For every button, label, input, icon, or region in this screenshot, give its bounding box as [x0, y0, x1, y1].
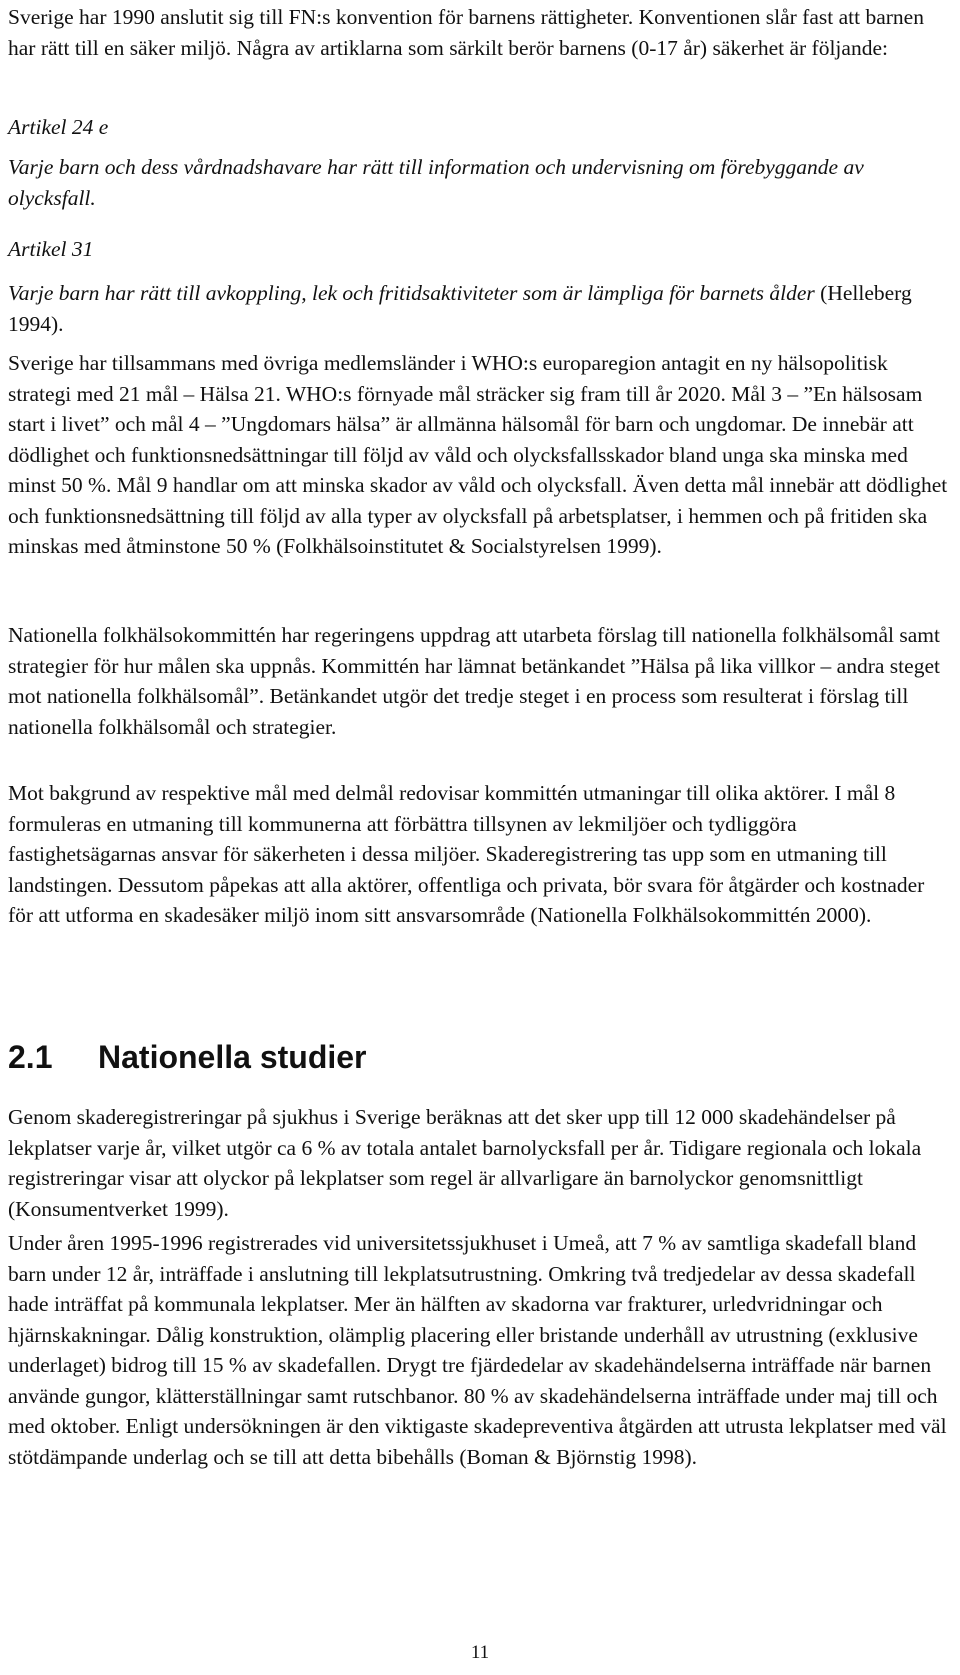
paragraph-intro: Sverige har 1990 anslutit sig till FN:s konvention för barnens rättigheter. Konventionen slår fast att barnen har rätt till en säker miljö. Några av artiklarna som särkilt berör barnens (0-17 år) säkerhet är följande: [8, 5, 924, 60]
page-number: 11 [470, 1642, 490, 1663]
paragraph-who: Sverige har tillsammans med övriga medlemsländer i WHO:s europaregion antagit en ny hälsopolitisk strategi med 21 mål – Hälsa 21. WHO:s förnyade mål sträcker sig fram till år 2020. Mål 3 – ”En hälsosam start i livet” och mål 4 – ”Ungdomars hälsa” är allmänna hälsomål för barn och ungdomar. De innebär att dödlighet och funktionsnedsättningar till följd av våld och olycksfallsskador bland unga ska minska med minst 50 %. Mål 9 handlar om att minska skador av våld och olycksfall. Även detta mål innebär att dödlighet och funktionsnedsättning till följd av alla typer av olycksfall på arbetsplatser, i hemmen och på fritiden ska minskas med åtminstone 50 % (Folkhälsoinstitutet & Socialstyrelsen 1999). [8, 351, 948, 558]
article-body-text: Varje barn och dess vårdnadshavare har rätt till information och undervisning om förebyggande av olycksfall. [8, 155, 864, 210]
article-title: Artikel 31 [8, 237, 94, 261]
paragraph-background: Mot bakgrund av respektive mål med delmål redovisar kommittén utmaningar till olika aktörer. I mål 8 formuleras en utmaning till kommunerna att förbättra tillsynen av lekmiljöer och tydliggöra fastighetsägarnas ansvar för säkerheten i dessa miljöer. Skaderegistrering tas upp som en utmaning till landstingen. Dessutom påpekas att alla aktörer, offentliga och privata, bör svara för åtgärder och kostnader för att utforma en skadesäker miljö inom sitt ansvarsområde (Nationella Folkhälsokommittén 2000). [8, 781, 925, 927]
section-title: Nationella studier [98, 1039, 367, 1075]
article-body-text: Varje barn har rätt till avkoppling, lek och fritidsaktiviteter som är lämpliga för barnets ålder [8, 281, 815, 305]
paragraph-committee: Nationella folkhälsokommittén har regeringens uppdrag att utarbeta förslag till nationella folkhälsomål samt strategier för hur målen ska uppnås. Kommittén har lämnat betänkandet ”Hälsa på lika villkor – andra steget mot nationella folkhälsomål”. Betänkandet utgör det tredje steget i en process som resulterat i förslag till nationella folkhälsomål och strategier. [8, 623, 940, 739]
article-citation: (Helleberg 1994). [8, 281, 912, 336]
article-title: Artikel 24 e [8, 115, 109, 139]
paragraph-studies-2: Under åren 1995-1996 registrerades vid universitetssjukhuset i Umeå, att 7 % av samtliga skadefall bland barn under 12 år, inträffade i anslutning till lekplatsutrustning. Omkring två tredjedelar av dessa skadefall hade inträffat på kommunala lekplatser. Mer än hälften av skadorna var frakturer, urledvridningar och hjärnskakningar. Dålig konstruktion, olämplig placering eller bristande underhåll av utrustning (exklusive underlaget) bidrog till 15 % av skadefallen. Drygt tre fjärdedelar av skadehändelserna inträffade när barnen använde gungor, klätterställningar samt rutschbanor. 80 % av skadehändelserna inträffade under maj till och med oktober. Enligt undersökningen är den viktigaste skadepreventiva åtgärden att utrusta lekplatser med väl stötdämpande underlag och se till att detta bibehålls (Boman & Björnstig 1998). [8, 1231, 947, 1469]
paragraph-studies-1: Genom skaderegistreringar på sjukhus i Sverige beräknas att det sker upp till 12 000 skadehändelser på lekplatser varje år, vilket utgör ca 6 % av totala antalet barnolycksfall per år. Tidigare regionala och lokala registreringar visar att olyckor på lekplatser som regel är allvarligare än barnolyckor genomsnittligt (Konsumentverket 1999). [8, 1105, 922, 1221]
article-text [8, 278, 948, 339]
section-heading [8, 1037, 367, 1077]
section-number: 2.1 [8, 1039, 53, 1075]
article-text [8, 152, 948, 213]
